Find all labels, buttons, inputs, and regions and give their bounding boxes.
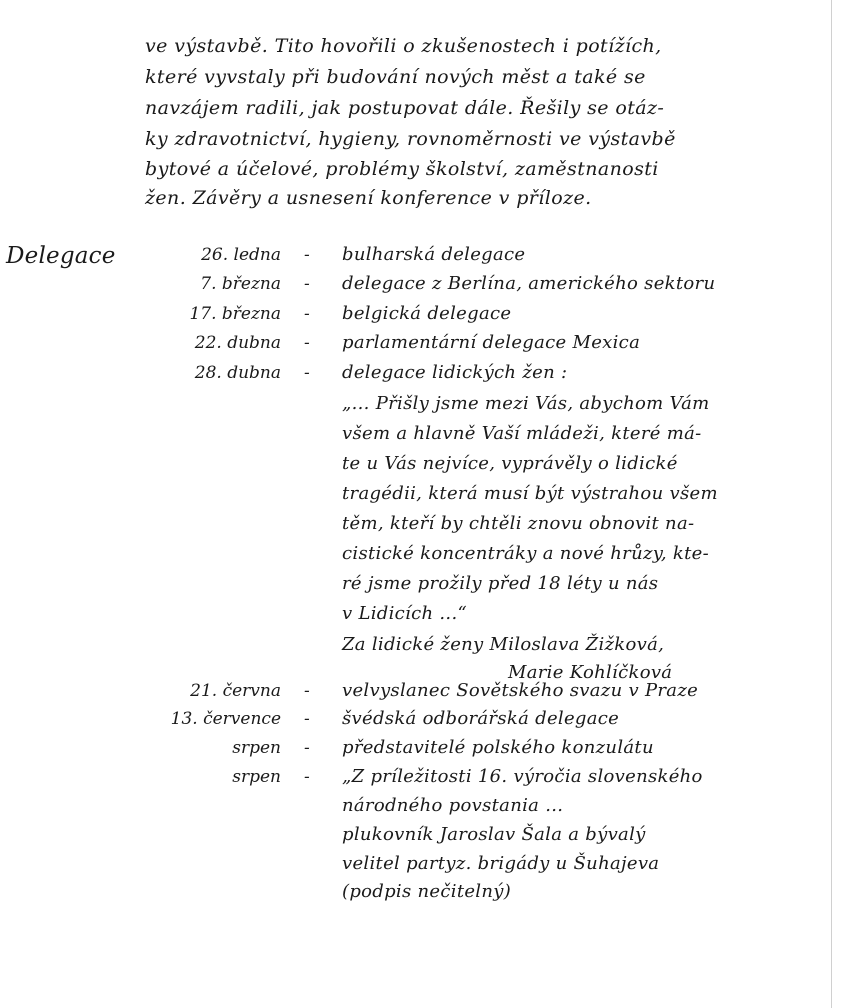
page-edge-line	[831, 0, 832, 1008]
entry-date: 7. března	[200, 274, 281, 294]
paragraph-line: navzájem radili, jak postupovat dále. Řešily se otáz-	[145, 97, 665, 119]
delegation-entry	[0, 331, 831, 361]
entry-description: velvyslanec Sovětského svazu v Praze	[342, 680, 699, 701]
entry-description: parlamentární delegace Mexica	[342, 332, 641, 353]
entry-dash: -	[304, 767, 310, 787]
entry-description: „Z príležitosti 16. výročia slovenského	[342, 766, 703, 787]
delegation-entry	[0, 361, 831, 391]
paragraph-line: žen. Závěry a usnesení konference v příloze.	[145, 187, 592, 209]
continuation-line: plukovník Jaroslav Šala a bývalý	[342, 824, 646, 845]
quote-line: všem a hlavně Vaší mládeži, které má-	[342, 423, 702, 444]
continuation-line: (podpis nečitelný)	[342, 881, 512, 902]
quote-line: „... Přišly jsme mezi Vás, abychom Vám	[342, 393, 710, 414]
signature-line: Za lidické ženy Miloslava Žižková,	[342, 634, 665, 655]
paragraph-line: ky zdravotnictví, hygieny, rovnoměrnosti ve výstavbě	[145, 128, 676, 150]
delegation-entry	[0, 243, 831, 273]
delegation-entry	[0, 302, 831, 332]
continuation-line: velitel partyz. brigády u Šuhajeva	[342, 853, 660, 874]
entry-date: 17. března	[189, 304, 281, 324]
quote-line: te u Vás nejvíce, vyprávěly o lidické	[342, 453, 678, 474]
paragraph-line: ve výstavbě. Tito hovořili o zkušenostech i potížích,	[145, 35, 662, 57]
entry-date: srpen	[232, 767, 281, 787]
entry-description: představitelé polského konzulátu	[342, 737, 654, 758]
paragraph-line: bytové a účelové, problémy školství, zaměstnanosti	[145, 158, 659, 180]
delegation-entry	[0, 272, 831, 302]
entry-dash: -	[304, 363, 310, 383]
entry-dash: -	[304, 245, 310, 265]
delegation-entry	[0, 707, 831, 737]
entry-description: delegace lidických žen :	[342, 362, 568, 383]
quote-line: tragédii, která musí být výstrahou všem	[342, 483, 718, 504]
entry-date: 22. dubna	[194, 333, 281, 353]
entry-description: bulharská delegace	[342, 244, 526, 265]
entry-dash: -	[304, 274, 310, 294]
entry-dash: -	[304, 738, 310, 758]
entry-date: 26. ledna	[201, 245, 281, 265]
section-label-delegace: Delegace	[6, 243, 116, 269]
entry-description: delegace z Berlína, amerického sektoru	[342, 273, 716, 294]
entry-dash: -	[304, 333, 310, 353]
delegation-entry	[0, 765, 831, 795]
signature-line: Marie Kohlíčková	[508, 662, 673, 683]
entry-dash: -	[304, 709, 310, 729]
delegation-entry	[0, 679, 831, 709]
entry-description: belgická delegace	[342, 303, 512, 324]
entry-date: 13. července	[170, 709, 281, 729]
paragraph-line: které vyvstaly při budování nových měst a také se	[145, 66, 646, 88]
continuation-line: národného povstania ...	[342, 795, 564, 816]
quote-line: ré jsme prožily před 18 léty u nás	[342, 573, 659, 594]
entry-description: švédská odborářská delegace	[342, 708, 620, 729]
entry-date: 21. června	[190, 681, 281, 701]
entry-dash: -	[304, 681, 310, 701]
entry-dash: -	[304, 304, 310, 324]
entry-date: srpen	[232, 738, 281, 758]
quote-line: v Lidicích ...“	[342, 603, 467, 624]
entry-date: 28. dubna	[194, 363, 281, 383]
quote-line: těm, kteří by chtěli znovu obnovit na-	[342, 513, 695, 534]
quote-line: cistické koncentráky a nové hrůzy, kte-	[342, 543, 709, 564]
delegation-entry	[0, 736, 831, 766]
